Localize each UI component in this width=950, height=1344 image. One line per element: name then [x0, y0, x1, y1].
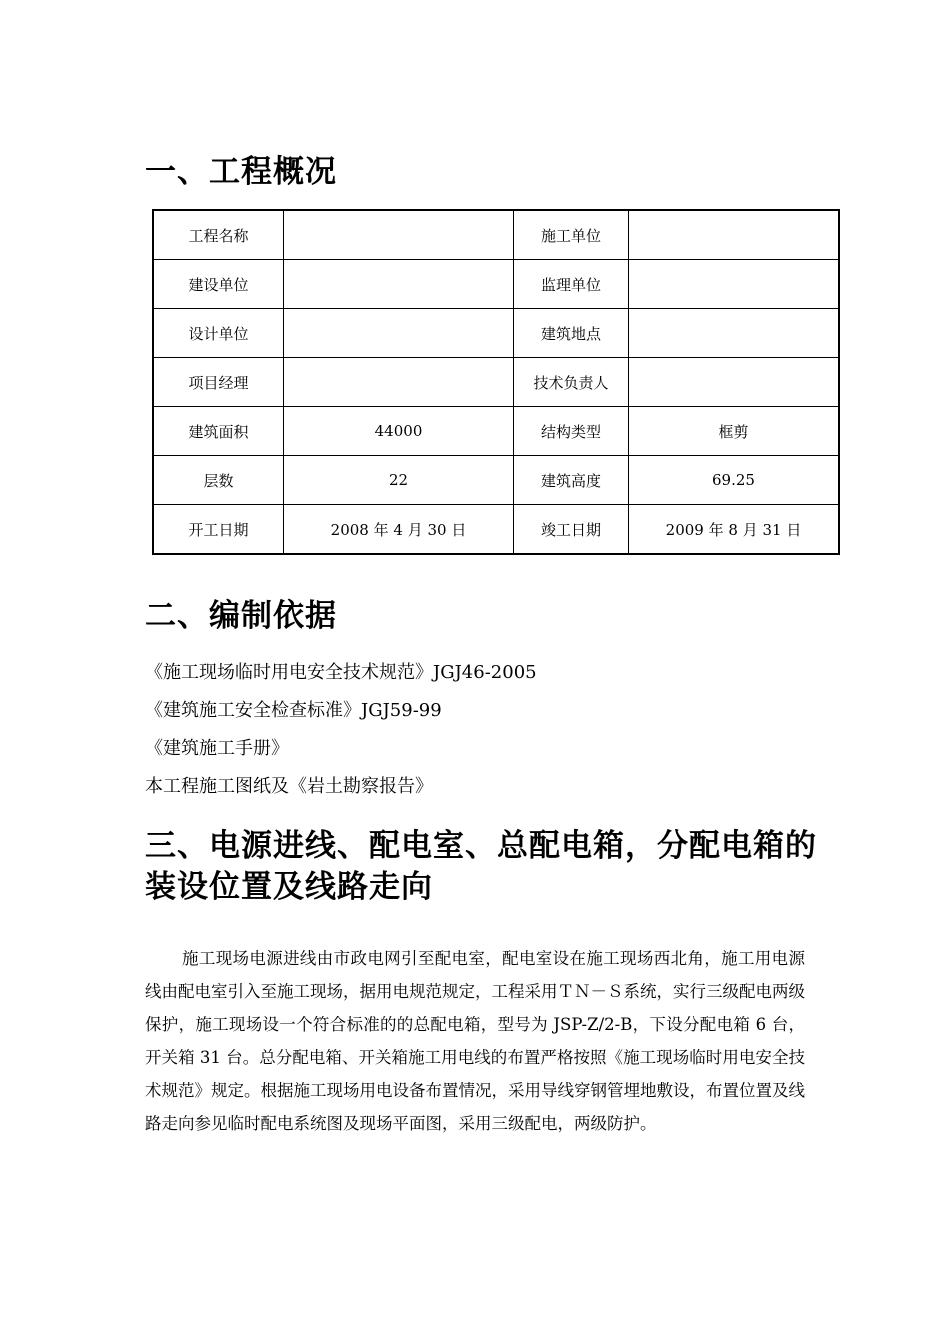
table-row [153, 407, 839, 456]
table-cell [284, 210, 514, 260]
section-title-overview: 一、工程概况 [145, 154, 337, 190]
reference-item: 《施工现场临时用电安全技术规范》JGJ46-2005 [145, 662, 537, 683]
table-cell: 监理单位 [514, 260, 629, 309]
table-row [153, 358, 839, 407]
table-row [153, 260, 839, 309]
project-info-table [152, 209, 840, 555]
table-cell: 项目经理 [153, 358, 284, 407]
table-cell [284, 358, 514, 407]
table-cell: 44000 [284, 407, 514, 456]
table-cell [629, 309, 840, 358]
table-cell: 技术负责人 [514, 358, 629, 407]
body-paragraph: 施工现场电源进线由市政电网引至配电室，配电室设在施工现场西北角，施工用电源线由配电室引入至施工现场，据用电规范规定，工程采用ＴＮ－Ｓ系统，实行三级配电两级保护，施工现场设一个符合标准的的总配电箱，型号为 JSP-Z/2-B，下设分配电箱 6 台，开关箱 31 台。总分配电箱、开关箱施工用电线的布置严格按照《施工现场临时用电安全技术规范》规定。根据施工现场用电设备布置情况，采用导线穿钢管埋地敷设，布置位置及线路走向参见临时配电系统图及现场平面图，采用三级配电，两级防护。 [145, 948, 805, 1133]
table-cell: 施工单位 [514, 210, 629, 260]
table-cell [629, 358, 840, 407]
reference-item: 《建筑施工手册》 [145, 738, 289, 759]
table-cell: 2009 年 8 月 31 日 [629, 505, 840, 555]
table-cell: 竣工日期 [514, 505, 629, 555]
section-title-basis: 二、编制依据 [145, 598, 337, 634]
table-cell: 建筑面积 [153, 407, 284, 456]
table-cell: 开工日期 [153, 505, 284, 555]
table-row [153, 210, 839, 260]
table-cell: 层数 [153, 456, 284, 505]
table-cell: 2008 年 4 月 30 日 [284, 505, 514, 555]
table-cell [284, 260, 514, 309]
reference-item: 本工程施工图纸及《岩土勘察报告》 [145, 776, 433, 797]
table-row [153, 505, 839, 555]
section-title-power-layout: 三、电源进线、配电室、总配电箱，分配电箱的装设位置及线路走向 [145, 828, 817, 905]
table-cell: 设计单位 [153, 309, 284, 358]
table-row [153, 309, 839, 358]
table-cell [629, 260, 840, 309]
table-row [153, 456, 839, 505]
reference-item: 《建筑施工安全检查标准》JGJ59-99 [145, 700, 442, 721]
table-cell: 工程名称 [153, 210, 284, 260]
table-cell: 建筑地点 [514, 309, 629, 358]
table-cell: 22 [284, 456, 514, 505]
table-cell: 69.25 [629, 456, 840, 505]
table-cell: 建筑高度 [514, 456, 629, 505]
table-cell: 结构类型 [514, 407, 629, 456]
reference-list [145, 654, 537, 806]
table-cell: 建设单位 [153, 260, 284, 309]
table-cell [284, 309, 514, 358]
table-cell: 框剪 [629, 407, 840, 456]
table-cell [629, 210, 840, 260]
